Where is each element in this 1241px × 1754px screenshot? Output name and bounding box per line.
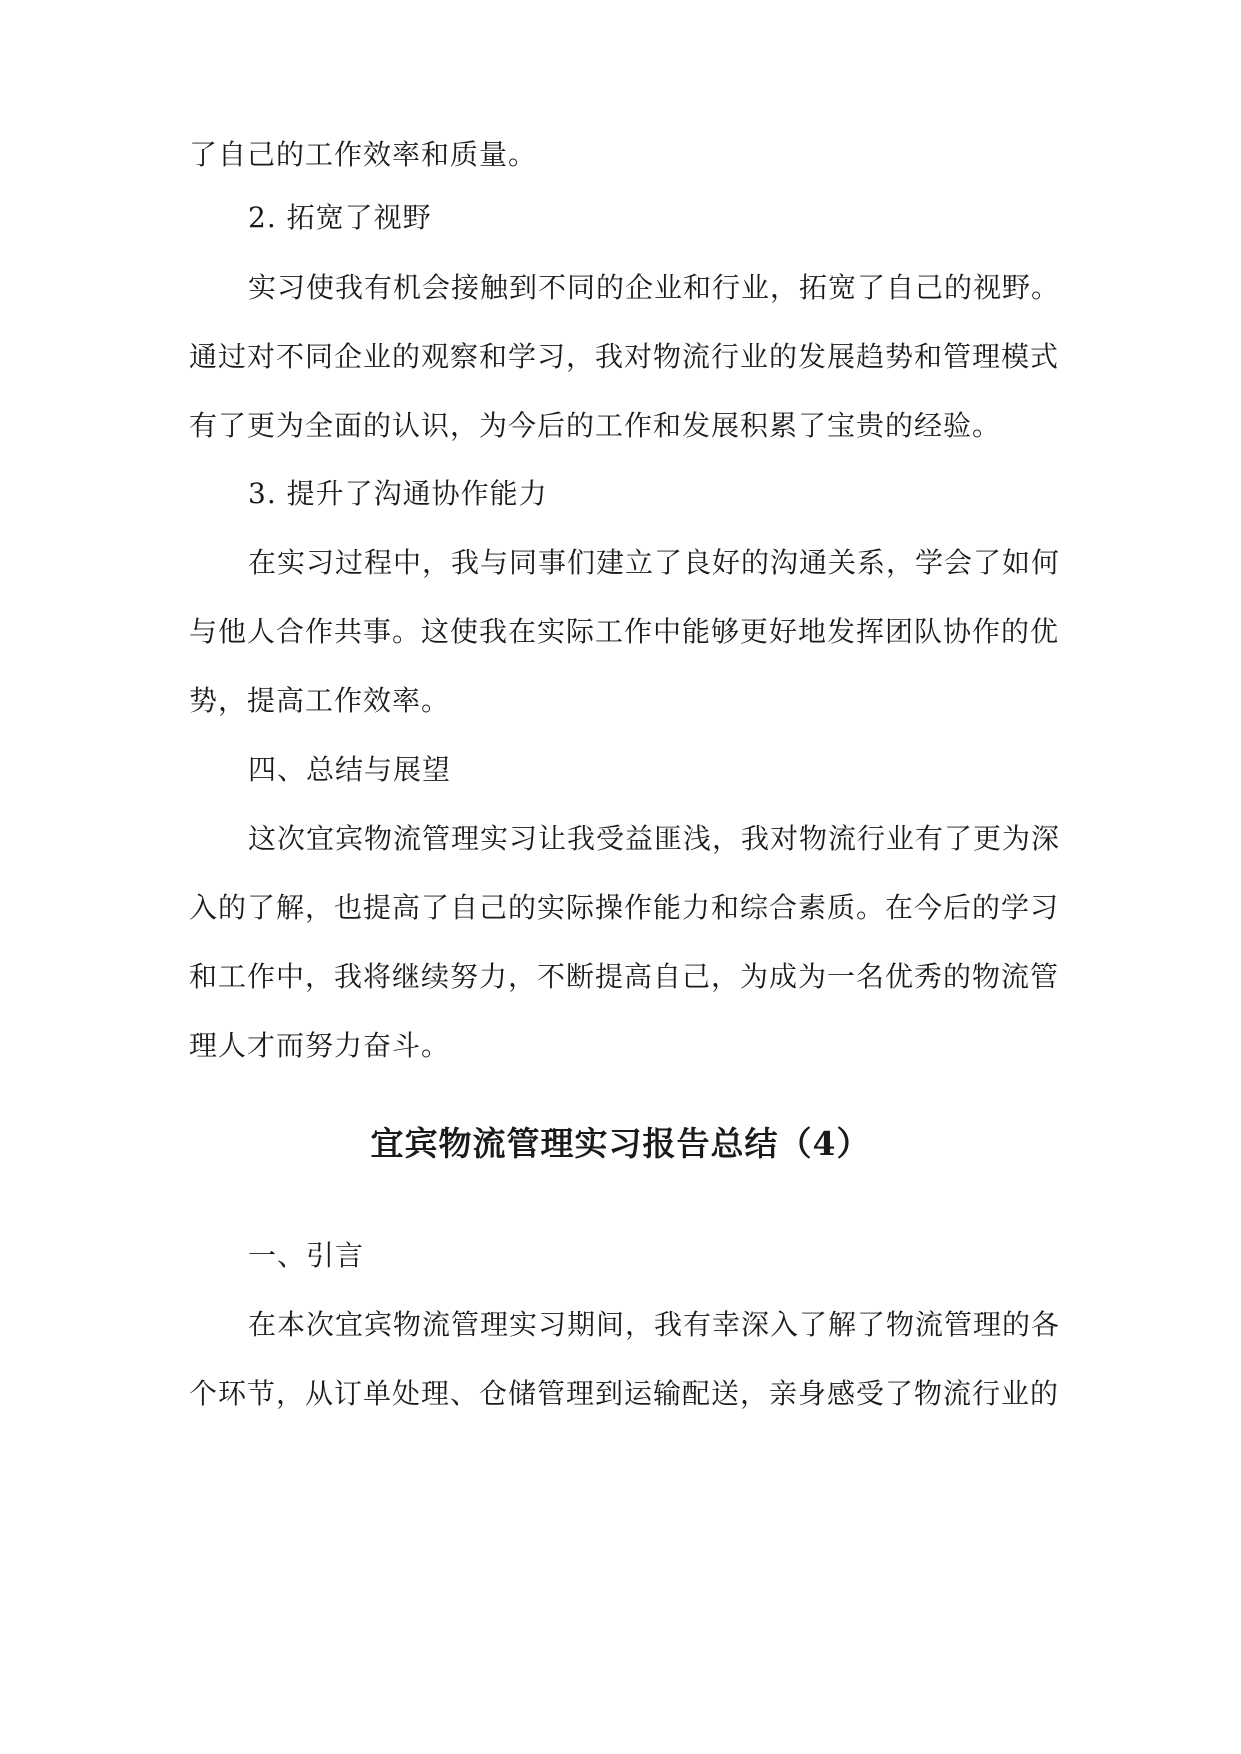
section-heading-introduction: 一、引言 (248, 1239, 365, 1272)
subheading-broadened-horizons: 2. 拓宽了视野 (248, 201, 432, 234)
paragraph-line: 个环节，从订单处理、仓储管理到运输配送，亲身感受了物流行业的 (189, 1377, 1060, 1410)
paragraph-line: 有了更为全面的认识，为今后的工作和发展积累了宝贵的经验。 (189, 409, 1002, 442)
subheading-communication: 3. 提升了沟通协作能力 (248, 477, 548, 510)
paragraph-line: 在本次宜宾物流管理实习期间，我有幸深入了解了物流管理的各 (248, 1308, 1061, 1341)
paragraph-line: 实习使我有机会接触到不同的企业和行业，拓宽了自己的视野。 (248, 271, 1061, 304)
paragraph-line: 势，提高工作效率。 (189, 684, 451, 717)
paragraph-line: 通过对不同企业的观察和学习，我对物流行业的发展趋势和管理模式 (189, 340, 1060, 373)
paragraph-line: 理人才而努力奋斗。 (189, 1029, 451, 1062)
section-heading-summary: 四、总结与展望 (248, 753, 452, 786)
paragraph-line: 与他人合作共事。这使我在实际工作中能够更好地发挥团队协作的优 (189, 615, 1060, 648)
report-title: 宜宾物流管理实习报告总结（4） (370, 1124, 871, 1163)
paragraph-line: 这次宜宾物流管理实习让我受益匪浅，我对物流行业有了更为深 (248, 822, 1061, 855)
paragraph-line: 入的了解，也提高了自己的实际操作能力和综合素质。在今后的学习 (189, 891, 1060, 924)
paragraph-line: 和工作中，我将继续努力，不断提高自己，为成为一名优秀的物流管 (189, 960, 1060, 993)
paragraph-line: 在实习过程中，我与同事们建立了良好的沟通关系，学会了如何 (248, 546, 1061, 579)
paragraph-line: 了自己的工作效率和质量。 (189, 138, 538, 171)
